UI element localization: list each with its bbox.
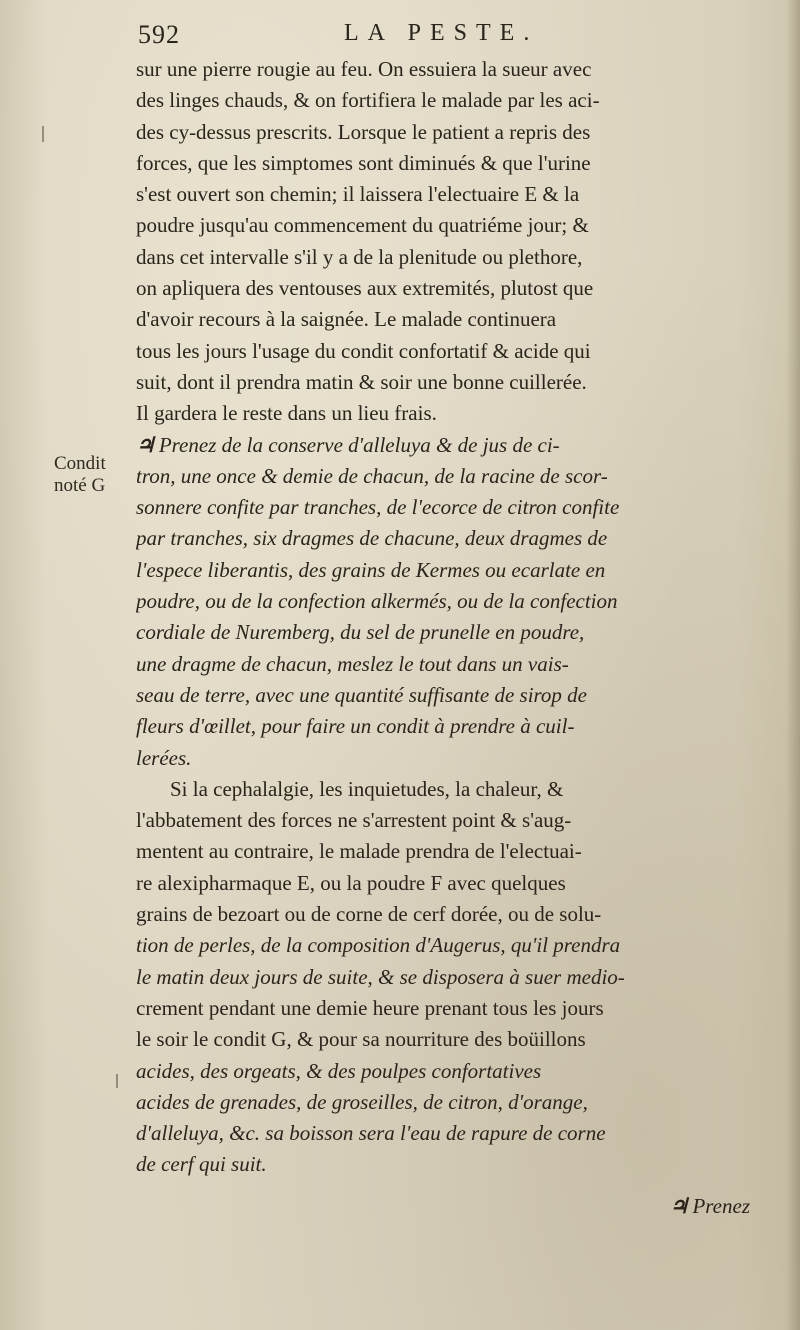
line-text: grains de bezoart ou de corne de cerf dorée, ou de solu- bbox=[136, 902, 602, 927]
line-text: de cerf qui suit. bbox=[136, 1152, 267, 1177]
running-title: LA PESTE. bbox=[344, 20, 539, 46]
text-line bbox=[136, 930, 766, 961]
text-line bbox=[136, 649, 766, 680]
line-text: s'est ouvert son chemin; il laissera l'electuaire E & la bbox=[136, 182, 580, 207]
line-text: Si la cephalalgie, les inquietudes, la chaleur, & bbox=[170, 776, 564, 801]
text-line bbox=[136, 586, 766, 617]
line-text: Il gardera le reste dans un lieu frais. bbox=[136, 401, 437, 426]
text-line bbox=[136, 179, 766, 210]
text-line bbox=[136, 242, 766, 273]
line-text: on apliquera des ventouses aux extremités, plutost que bbox=[136, 276, 594, 301]
line-text: acides, des orgeats, & des poulpes confortatives bbox=[136, 1058, 542, 1083]
line-text: des cy-dessus prescrits. Lorsque le patient a repris des bbox=[136, 119, 591, 144]
line-text: tion de perles, de la composition d'Augerus, qu'il prendra bbox=[136, 933, 621, 958]
text-line bbox=[136, 962, 766, 993]
text-line bbox=[136, 148, 766, 179]
recipe-symbol: ♃ bbox=[669, 1193, 689, 1218]
page-header bbox=[138, 20, 558, 54]
line-text: suit, dont il prendra matin & soir une bonne cuillerée. bbox=[136, 369, 587, 394]
text-line bbox=[136, 680, 766, 711]
text-line bbox=[136, 1149, 766, 1180]
text-line bbox=[136, 210, 766, 241]
line-text: tous les jours l'usage du condit confortatif & acide qui bbox=[136, 338, 591, 363]
text-line bbox=[136, 993, 766, 1024]
line-text: sur une pierre rougie au feu. On essuiera la sueur avec bbox=[136, 57, 592, 81]
text-line bbox=[136, 743, 766, 774]
text-line bbox=[136, 868, 766, 899]
text-line bbox=[136, 461, 766, 492]
text-line bbox=[136, 711, 766, 742]
text-line bbox=[136, 336, 766, 367]
line-text: l'abbatement des forces ne s'arrestent point & s'aug- bbox=[136, 808, 572, 833]
page-edge-shadow bbox=[786, 0, 800, 1330]
catchword bbox=[136, 1191, 766, 1222]
text-line bbox=[136, 523, 766, 554]
line-text: fleurs d'œillet, pour faire un condit à prendre à cuil- bbox=[136, 714, 575, 739]
text-line bbox=[136, 805, 766, 836]
text-line bbox=[136, 899, 766, 930]
line-text: forces, que les simptomes sont diminués & que l'urine bbox=[136, 150, 591, 175]
margin-note-line-2: noté G bbox=[54, 475, 106, 496]
text-line bbox=[136, 398, 766, 429]
line-text: poudre, ou de la confection alkermés, ou de la confection bbox=[136, 589, 618, 614]
text-line bbox=[136, 54, 766, 85]
line-text: tron, une once & demie de chacun, de la racine de scor- bbox=[136, 463, 608, 488]
text-line bbox=[136, 367, 766, 398]
text-line bbox=[136, 1118, 766, 1149]
line-text: le matin deux jours de suite, & se disposera à suer medio- bbox=[136, 964, 625, 989]
line-text: seau de terre, avec une quantité suffisante de sirop de bbox=[136, 682, 588, 707]
text-line bbox=[136, 1056, 766, 1087]
text-line bbox=[136, 1087, 766, 1118]
line-text: re alexipharmaque E, ou la poudre F avec quelques bbox=[136, 870, 566, 895]
line-text: poudre jusqu'au commencement du quatriéme jour; & bbox=[136, 213, 589, 238]
text-line bbox=[136, 117, 766, 148]
margin-note-line-1: Condit bbox=[54, 453, 106, 474]
line-text: par tranches, six dragmes de chacune, deux dragmes de bbox=[136, 526, 608, 551]
catchword-text: Prenez bbox=[692, 1193, 750, 1218]
line-text: des linges chauds, & on fortifiera le malade par les aci- bbox=[136, 88, 600, 113]
line-text: l'espece liberantis, des grains de Kermes ou ecarlate en bbox=[136, 557, 606, 582]
margin-mark-bracket bbox=[42, 126, 44, 142]
text-line bbox=[136, 555, 766, 586]
text-line bbox=[136, 273, 766, 304]
line-text: crement pendant une demie heure prenant tous les jours bbox=[136, 995, 604, 1020]
margin-mark-tick bbox=[116, 1074, 118, 1088]
line-text: sonnere confite par tranches, de l'ecorce de citron confite bbox=[136, 495, 620, 520]
line-text: Prenez de la conserve d'alleluya & de jus de ci- bbox=[158, 432, 560, 457]
line-text: d'avoir recours à la saignée. Le malade continuera bbox=[136, 307, 557, 332]
text-line bbox=[136, 430, 766, 461]
text-line bbox=[136, 85, 766, 116]
line-text: une dragme de chacun, meslez le tout dans un vais- bbox=[136, 651, 569, 676]
text-line bbox=[136, 617, 766, 648]
line-text: acides de grenades, de groseilles, de citron, d'orange, bbox=[136, 1089, 588, 1114]
line-text: cordiale de Nuremberg, du sel de prunelle en poudre, bbox=[136, 620, 585, 645]
line-text: lerées. bbox=[136, 745, 192, 770]
text-line bbox=[136, 1024, 766, 1055]
text-line bbox=[136, 836, 766, 867]
body-text bbox=[136, 54, 766, 1222]
text-line bbox=[136, 774, 766, 805]
line-text: d'alleluya, &c. sa boisson sera l'eau de rapure de corne bbox=[136, 1121, 606, 1146]
page-number: 592 bbox=[138, 20, 180, 49]
text-line bbox=[136, 492, 766, 523]
margin-note bbox=[54, 453, 132, 497]
line-text: mentent au contraire, le malade prendra de l'electuai- bbox=[136, 839, 582, 864]
text-line bbox=[136, 304, 766, 335]
line-text: dans cet intervalle s'il y a de la plenitude ou plethore, bbox=[136, 244, 583, 269]
recipe-symbol: ♃ bbox=[136, 432, 155, 457]
line-text: le soir le condit G, & pour sa nourriture des boüillons bbox=[136, 1027, 586, 1052]
